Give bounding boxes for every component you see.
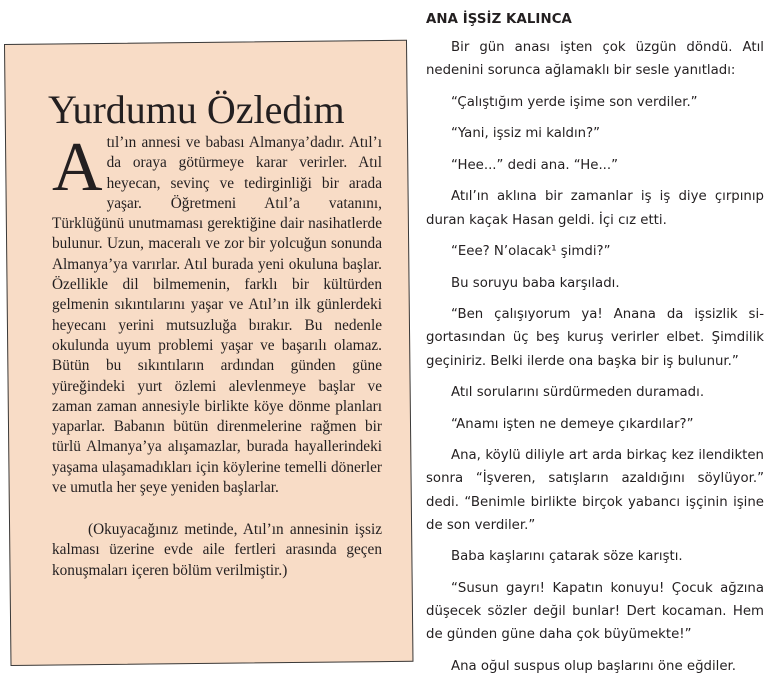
intro-note: (Okuyacağınız metinde, Atıl’ın annesinin işsiz kalması üzerine evde aile fertleri arasında geçen konuşmaları içeren bölüm verilmiştir.) bbox=[52, 521, 382, 579]
story-paragraph: Ana, köylü diliyle art arda birkaç kez ilendikten sonra “İşveren, satışların azaldığını söylüyor.” dedi. “Benimle birlikte birçok yabancı işçinin işine de son verdiler.” bbox=[426, 448, 764, 533]
story-column bbox=[426, 8, 764, 686]
story-paragraph: “Ben çalışıyorum ya! Anana da işsizlik sigortasından üç beş kuruş verirler elbet. Şimdilik geçiniriz. Belki ilerde ona başka bir iş bulunur.” bbox=[426, 307, 764, 369]
story-title: ANA İŞSİZ KALINCA bbox=[426, 12, 572, 27]
story-paragraph: Ana oğul suspus olup başlarını öne eğdiler. bbox=[451, 658, 736, 674]
story-paragraph: Bu soruyu baba karşıladı. bbox=[451, 275, 620, 291]
story-paragraph: Bir gün anası işten çok üzgün döndü. Atıl nedenini sorunca ağlamaklı bir sesle yanıtladı: bbox=[426, 40, 764, 79]
story-paragraph: Atıl sorularını sürdürmeden duramadı. bbox=[451, 385, 705, 401]
story-paragraph: “Anamı işten ne demeye çıkardılar?” bbox=[451, 416, 694, 432]
intro-title: Yurdumu Özledim bbox=[48, 87, 345, 132]
story-paragraph: “Eee? N’olacak¹ şimdi?” bbox=[451, 244, 611, 260]
story-paragraph: “Hee...” dedi ana. “He...” bbox=[451, 157, 619, 173]
story-paragraph: Atıl’ın aklına bir zamanlar iş iş diye çırpınıp duran kaçak Hasan geldi. İçi cız etti. bbox=[426, 189, 764, 228]
intro-summary-text: tıl’ın annesi ve babası Almanya’dadır. Atıl’ı da oraya götürmeye karar verirler. Atıl heyecan, sevinç ve tedirginliği bir arada yaşar. Öğretmeni Atıl’a vatanını, Türklüğünü unutmaması gerektiğine dair nasihatlerde bulunur. Uzun, maceralı ve zor bir yolcuğun sonunda Almanya’ya varırlar. Atıl burada yeni okuluna başlar. Özellikle dil bilmemenin, farklı bir kültürden gelmenin sıkıntılarını yaşar ve Atıl’ın ilk günlerdeki heyecanı yerini mutsuzluğa bırakır. Bu nedenle okulunda uyum problemi yaşar ve başarılı olamaz. Bütün bu sıkıntıların ardından günden güne yüreğindeki yurt özlemi alevlenmeye başlar ve zaman zaman annesiyle birlikte köye dönme planları yaparlar. Babanın bütün direnmelerine rağmen bir türlü Almanya’ya alışamazlar, burada hayallerindeki yaşama ulaşamadıkları için köylerine temelli dönerler ve umutla her şeye yeniden başlarlar. bbox=[52, 134, 382, 497]
dropcap-letter: A bbox=[52, 129, 103, 206]
story-paragraph: “Çalıştığım yerde işime son verdiler.” bbox=[451, 94, 698, 110]
story-paragraph: “Susun gayrı! Kapatın konuyu! Çocuk ağzına düşecek sözler değil bunlar! Dert kocaman. Hem de günden güne daha çok büyümekte!” bbox=[426, 580, 764, 642]
story-paragraph: “Yani, işsiz mi kaldın?” bbox=[451, 126, 601, 142]
story-paragraph: Baba kaşlarını çatarak söze karıştı. bbox=[451, 549, 683, 565]
intro-summary bbox=[52, 129, 382, 498]
